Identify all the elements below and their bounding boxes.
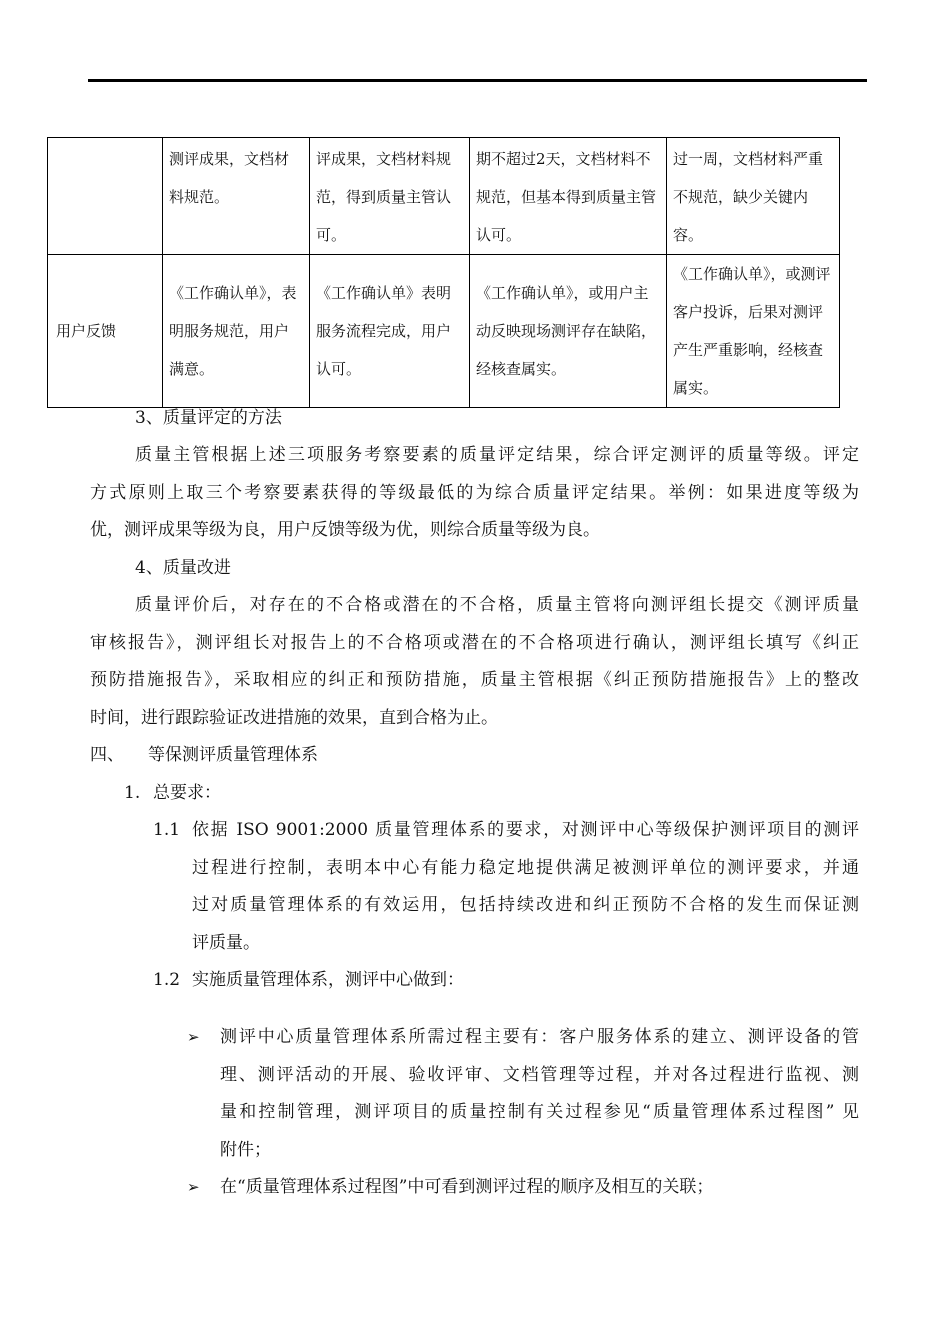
section-heading: 4、质量改进 (135, 558, 231, 578)
paragraph-line: 方式原则上取三个考察要素获得的等级最低的为综合质量评定结果。举例：如果进度等级为 (90, 483, 859, 503)
table-cell: 《工作确认单》表明服务流程完成，用户认可。 (310, 255, 470, 408)
section-heading: 3、质量评定的方法 (135, 408, 282, 428)
bullet-line: 理、测评活动的开展、验收评审、文档管理等过程，并对各过程进行监视、测 (220, 1065, 859, 1085)
item-number: 1.1 (153, 820, 181, 840)
table-row (48, 138, 840, 255)
paragraph-line: 优，测评成果等级为良，用户反馈等级为优，则综合质量等级为良。 (90, 520, 600, 540)
bullet-line: 测评中心质量管理体系所需过程主要有：客户服务体系的建立、测评设备的管 (220, 1027, 859, 1047)
table-cell: 过一周，文档材料严重不规范，缺少关键内容。 (667, 138, 840, 255)
quality-grade-table (47, 137, 840, 408)
item-title: 实施质量管理体系，测评中心做到： (192, 970, 464, 990)
paragraph-line: 过程进行控制，表明本中心有能力稳定地提供满足被测评单位的测评要求，并通 (192, 858, 859, 878)
paragraph-line: 评质量。 (192, 933, 260, 953)
paragraph-line: 审核报告》，测评组长对报告上的不合格项或潜在的不合格项进行确认，测评组长填写《纠正 (90, 633, 859, 653)
bullet-line: 在“质量管理体系过程图”中可看到测评过程的顺序及相互的关联； (220, 1177, 714, 1197)
paragraph-line: 时间，进行跟踪验证改进措施的效果，直到合格为止。 (90, 708, 498, 728)
chapter-title: 等保测评质量管理体系 (148, 745, 318, 765)
item-number: 1. (124, 783, 141, 803)
paragraph-line: 质量主管根据上述三项服务考察要素的质量评定结果，综合评定测评的质量等级。评定 (135, 445, 859, 465)
paragraph-line: 质量评价后，对存在的不合格或潜在的不合格，质量主管将向测评组长提交《测评质量 (135, 595, 859, 615)
bullet-line: 量和控制管理，测评项目的质量控制有关过程参见“质量管理体系过程图” 见 (220, 1102, 859, 1122)
table-cell: 期不超过2天，文档材料不规范，但基本得到质量主管认可。 (470, 138, 667, 255)
item-title: 总要求： (153, 783, 221, 803)
table-cell: 《工作确认单》，表明服务规范，用户满意。 (163, 255, 310, 408)
table-row (48, 255, 840, 408)
table-cell: 《工作确认单》，或测评客户投诉，后果对测评产生严重影响，经核查属实。 (667, 255, 840, 408)
item-number: 1.2 (153, 970, 181, 990)
table-cell: 测评成果，文档材料规范。 (163, 138, 310, 255)
header-rule (88, 79, 867, 82)
arrow-bullet-icon: ➢ (187, 1178, 200, 1196)
bullet-line: 附件； (220, 1140, 271, 1160)
paragraph-line: 预防措施报告》，采取相应的纠正和预防措施，质量主管根据《纠正预防措施报告》上的整改 (90, 670, 859, 690)
chapter-number: 四、 (90, 745, 124, 765)
arrow-bullet-icon: ➢ (187, 1028, 200, 1046)
row-label (48, 138, 163, 255)
row-label: 用户反馈 (48, 255, 163, 408)
table-cell: 评成果，文档材料规范，得到质量主管认可。 (310, 138, 470, 255)
paragraph-line: 依据 ISO 9001:2000 质量管理体系的要求，对测评中心等级保护测评项目的测评 (192, 820, 859, 840)
table-cell: 《工作确认单》，或用户主动反映现场测评存在缺陷，经核查属实。 (470, 255, 667, 408)
paragraph-line: 过对质量管理体系的有效运用，包括持续改进和纠正预防不合格的发生而保证测 (192, 895, 859, 915)
